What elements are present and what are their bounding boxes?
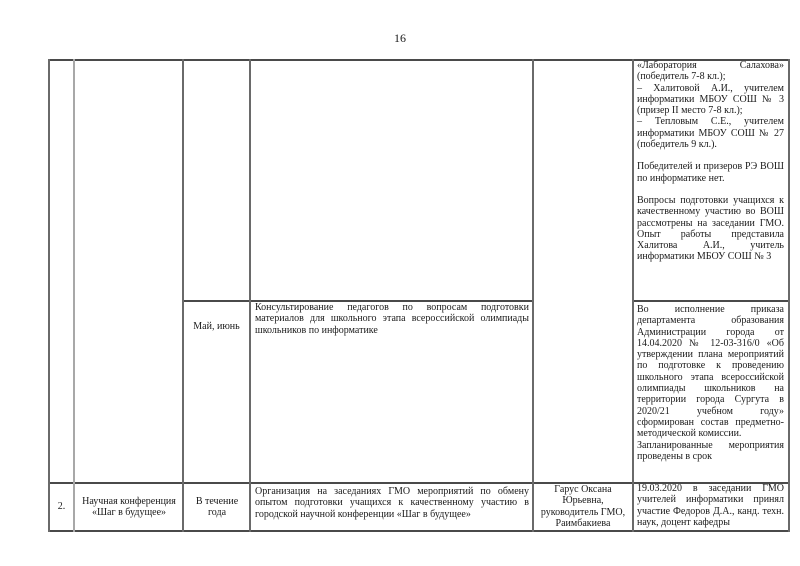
col-divider-3 — [249, 59, 251, 532]
subrow-divider-right — [632, 300, 788, 302]
row-number: 2. — [57, 501, 66, 513]
activity-text-2: Организация на заседаниях ГМО мероприятий по обмену опытом подготовки учащихся к качественному участию в городской научной конференции «Шаг в будущее» — [255, 486, 529, 520]
col-divider-5 — [632, 59, 634, 532]
results-no-winners: Победителей и призеров РЭ ВОШ по информатике нет. — [637, 161, 784, 184]
result-text: Во исполнение приказа департамента образования Администрации города от 14.04.2020 № 12-03-316/0 «Об утверждении плана мероприятий по подготовке к проведению школьного этапа всероссийской олимпиады школьников на территории города Сургута в 2020/21 учебном году» сформирован состав предметно-методической комиссии. — [637, 304, 784, 440]
table-bottom-border — [48, 530, 788, 532]
activity-text: Консультирование педагогов по вопросам подготовки материалов для школьного этапа всероссийской олимпиады школьников по информатике — [255, 302, 529, 336]
activity-cell-2 — [255, 486, 529, 520]
results-line: – Тепловым С.Е., учителем информатики МБОУ СОШ № 27 (победитель 9 кл.). — [637, 116, 784, 151]
result-cell — [637, 304, 784, 462]
responsible-cell — [534, 483, 632, 530]
period-cell-2 — [186, 484, 248, 530]
table-right-border — [788, 59, 790, 532]
period-text: Май, июнь — [193, 321, 240, 333]
activity-cell — [255, 302, 529, 336]
result-text-2: Запланированные мероприятия проведены в срок — [637, 439, 784, 462]
period-cell — [184, 302, 249, 352]
results-questions: Вопросы подготовки учащихся к качественному участию во ВОШ рассмотрены на заседании ГМО. Опыт работы представила Халитова А.И., учитель информатики МБОУ СОШ № 3 — [637, 194, 784, 263]
results-cell-continued — [637, 60, 784, 263]
results-line: «Лаборатория Салахова» (победитель 7-8 кл.); — [637, 60, 784, 83]
col-divider-4 — [532, 59, 534, 532]
period-text-2: В течение года — [195, 495, 239, 518]
table-left-border — [48, 59, 50, 532]
row-number-cell — [50, 484, 73, 530]
col-divider-2 — [182, 59, 184, 532]
result-cell-2 — [637, 483, 784, 530]
event-name: Научная конференция «Шаг в будущее» — [82, 495, 176, 518]
plan-table — [48, 59, 788, 531]
page-number: 16 — [394, 31, 406, 45]
result-text-row2: 19.03.2020 в заседании ГМО учителей информатики принял участие Федоров Д.А., канд. техн. наук, доцент кафедры — [637, 483, 784, 528]
event-cell — [77, 484, 181, 530]
responsible-text: Гарус Оксана Юрьевна, руководитель ГМО, Раимбакиева — [540, 483, 626, 529]
col-divider-1 — [73, 59, 75, 532]
results-line: – Халитовой А.И., учителем информатики МБОУ СОШ № 3 (призер II место 7-8 кл.); — [637, 82, 784, 117]
